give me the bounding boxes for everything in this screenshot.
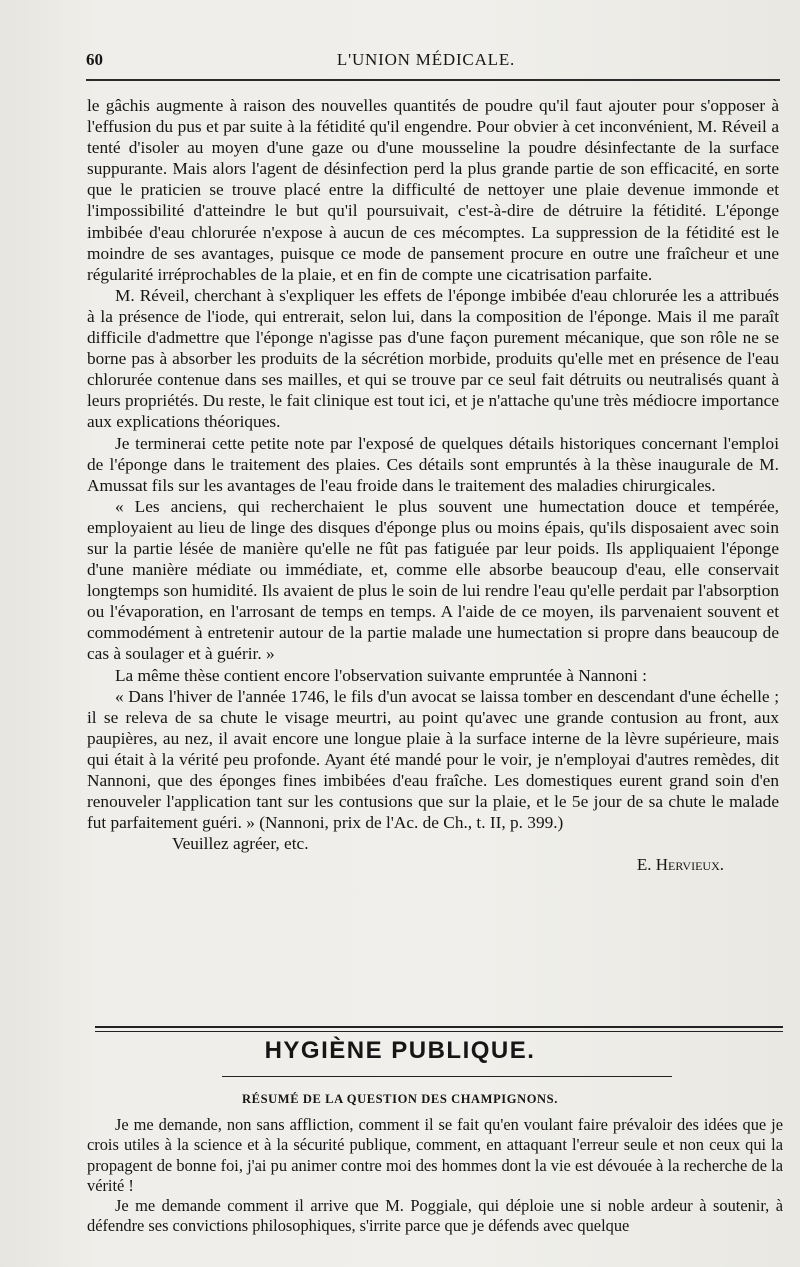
section-title-rule bbox=[222, 1076, 672, 1077]
section-body bbox=[87, 1115, 783, 1237]
section-divider bbox=[95, 1026, 783, 1028]
article-paragraph: La même thèse contient encore l'observation suivante empruntée à Nannoni : bbox=[115, 665, 647, 685]
running-title: L'UNION MÉDICALE. bbox=[336, 50, 516, 69]
section-subtitle: RÉSUMÉ DE LA QUESTION DES CHAMPIGNONS. bbox=[242, 1092, 558, 1106]
author-signature: E. Hervieux. bbox=[636, 855, 724, 875]
article-paragraph: Je terminerai cette petite note par l'exposé de quelques détails historiques concernant l'emploi de l'éponge dans le traitement des plaies. Ces détails sont empruntés à la thèse inaugurale de M. Amussat fils sur les avantages de l'eau froide dans le traitement des maladies chirurgicales. bbox=[87, 433, 779, 495]
article-paragraph: M. Réveil, cherchant à s'expliquer les effets de l'éponge imbibée d'eau chlorurée les a attribués à la présence de l'iode, qui entrerait, selon lui, dans la composition de l'éponge. Mais il me paraît difficile d'admettre que l'éponge n'agisse pas d'une façon purement mécanique, que son rôle ne se borne pas à absorber les produits de la sécrétion morbide, produits qu'elle met en présence de l'eau chlorurée contenue dans ses mailles, et qui se trouve par ce seul fait détruits ou neutralisés quant à leurs propriétés. Du reste, le fait clinique est tout ici, et je n'attache qu'une très médiocre importance aux explications théoriques. bbox=[87, 285, 779, 432]
section-paragraph: Je me demande, non sans affliction, comment il se fait qu'en voulant faire prévaloir des idées que je crois utiles à la science et à la sécurité publique, comment, en attaquant l'erreur seule et non ceux qui la propagent de bonne foi, j'ai pu animer contre moi des hommes dont la vie est dévouée à la recherche de la vérité ! bbox=[87, 1115, 783, 1195]
section-paragraph: Je me demande comment il arrive que M. Poggiale, qui déploie une si noble ardeur à soutenir, à défendre ses convictions philosophiques, s'irrite parce que je défends avec quelque bbox=[87, 1196, 783, 1236]
header-rule bbox=[86, 79, 780, 81]
section-title: HYGIÈNE PUBLIQUE. bbox=[264, 1037, 536, 1064]
quoted-paragraph: « Les anciens, qui recherchaient le plus souvent une humectation douce et tempérée, employaient au lieu de linge des disques d'éponge plus ou moins épais, qu'ils disposaient avec soin sur la partie lésée de manière qu'elle ne fût pas fatiguée par leur poids. Ils appliquaient l'éponge d'une manière médiate ou immédiate, et, comme elle absorbe beaucoup d'eau, elle conservait longtemps son humidité. Ils avaient de plus le soin de lui rendre l'eau qu'elle perdait par l'absorption ou l'évaporation, en l'arrosant de temps en temps. A l'aide de ce moyen, ils parvenaient souvent et commodément à entretenir autour de la partie malade une humectation si propre dans beaucoup de cas à soulager et à guérir. » bbox=[87, 496, 779, 664]
section-divider bbox=[95, 1031, 783, 1032]
page-number: 60 bbox=[86, 50, 103, 69]
article-paragraph: le gâchis augmente à raison des nouvelles quantités de poudre qu'il faut ajouter pour s'opposer à l'effusion du pus et par suite à la fétidité qu'il engendre. Pour obvier à cet inconvénient, M. Réveil a tenté d'isoler au moyen d'une gaze ou d'une mousseline la poudre désinfectante de la surface suppurante. Mais alors l'agent de désinfection perd la plus grande partie de son efficacité, en sorte que le praticien se trouve placé entre la difficulté de nettoyer une plaie devenue immonde et l'impossibilité d'atteindre le but qu'il poursuivait, c'est-à-dire de détruire la fétidité. L'éponge imbibée d'eau chlorurée n'expose à aucun de ces mécomptes. La suppression de la fétidité est le moindre de ses avantages, puisque ce mode de pansement procure en outre une fraîcheur et une régularité irréprochables de la plaie, et en fin de compte une cicatrisation parfaite. bbox=[87, 96, 779, 284]
page-header bbox=[86, 50, 766, 74]
closing-formula: Veuillez agréer, etc. bbox=[172, 834, 309, 854]
quoted-paragraph: « Dans l'hiver de l'année 1746, le fils d'un avocat se laissa tomber en descendant d'une échelle ; il se releva de sa chute le visage meurtri, au point qu'avec une grande contusion au front, aux paupières, au nez, il avait encore une longue plaie à la surface interne de la lèvre supérieure, mais qui était à la vérité peu profonde. Ayant été mandé pour le voir, je n'employai d'autres remèdes, dit Nannoni, que des éponges fines imbibées d'eau fraîche. Les domestiques eurent grand soin d'en renouveler l'application tant sur les contusions que sur la plaie, et le 5e jour de sa chute le malade fut parfaitement guéri. » (Nannoni, prix de l'Ac. de Ch., t. II, p. 399.) bbox=[87, 686, 779, 833]
article-body bbox=[87, 95, 779, 875]
